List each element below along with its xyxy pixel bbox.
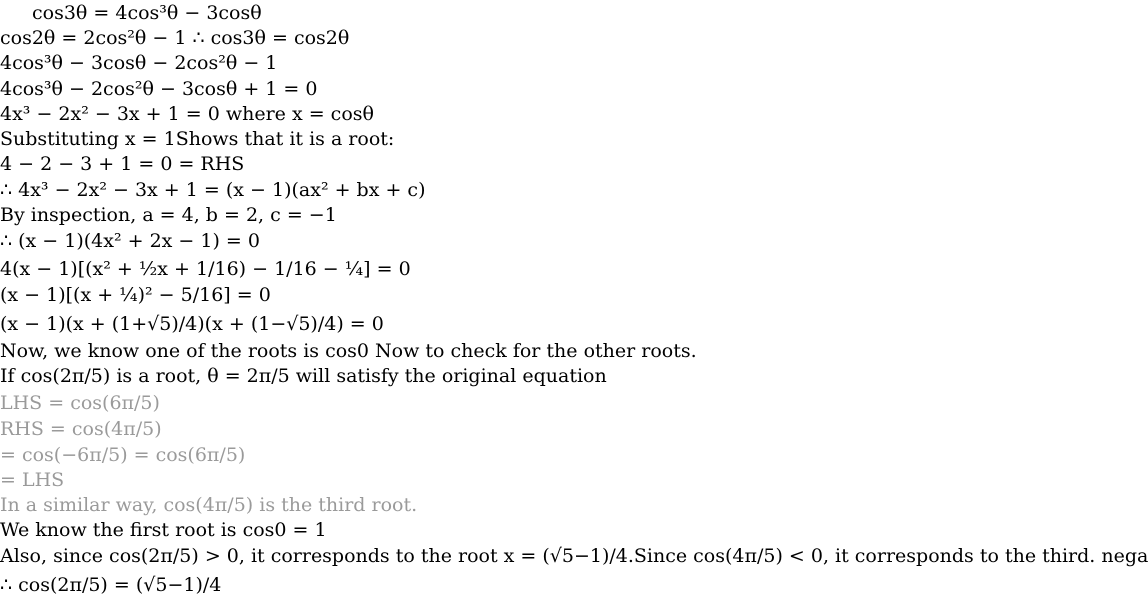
equation-line-1: cos3θ = 4cos³θ − 3cosθ: [32, 2, 262, 24]
text-line-21: We know the first root is cos0 = 1: [0, 519, 327, 541]
equation-line-17: RHS = cos(4π/5): [0, 418, 162, 440]
text-line-9: By inspection, a = 4, b = 2, c = −1: [0, 204, 337, 226]
text-line-22: Also, since cos(2π/5) > 0, it corresponds to the root x = (√5−1)/4.Since cos(4π/5) < 0, it corresponds to the third. nega: [0, 545, 1148, 567]
equation-line-23: ∴ cos(2π/5) = (√5−1)/4: [0, 574, 222, 596]
equation-line-8: ∴ 4x³ − 2x² − 3x + 1 = (x − 1)(ax² + bx + c): [0, 179, 426, 201]
equation-line-5: 4x³ − 2x² − 3x + 1 = 0 where x = cosθ: [0, 103, 374, 125]
equation-line-13: (x − 1)(x + (1+√5)/4)(x + (1−√5)/4) = 0: [0, 313, 384, 335]
equation-line-16: LHS = cos(6π/5): [0, 392, 160, 414]
text-line-14: Now, we know one of the roots is cos0 Now to check for the other roots.: [0, 340, 697, 362]
equation-line-10: ∴ (x − 1)(4x² + 2x − 1) = 0: [0, 230, 260, 252]
equation-line-11: 4(x − 1)[(x² + ½x + 1/16) − 1/16 − ¼] = 0: [0, 258, 411, 280]
equation-line-2: cos2θ = 2cos²θ − 1 ∴ cos3θ = cos2θ: [0, 27, 350, 49]
text-line-20: In a similar way, cos(4π/5) is the third root.: [0, 494, 418, 516]
text-line-6: Substituting x = 1Shows that it is a root:: [0, 128, 395, 150]
equation-line-4: 4cos³θ − 2cos²θ − 3cosθ + 1 = 0: [0, 78, 318, 100]
equation-line-7: 4 − 2 − 3 + 1 = 0 = RHS: [0, 153, 245, 175]
text-line-15: If cos(2π/5) is a root, θ = 2π/5 will satisfy the original equation: [0, 365, 607, 387]
equation-line-18: = cos(−6π/5) = cos(6π/5): [0, 444, 246, 466]
equation-line-3: 4cos³θ − 3cosθ − 2cos²θ − 1: [0, 52, 278, 74]
equation-line-19: = LHS: [0, 469, 65, 491]
equation-line-12: (x − 1)[(x + ¼)² − 5/16] = 0: [0, 284, 271, 306]
